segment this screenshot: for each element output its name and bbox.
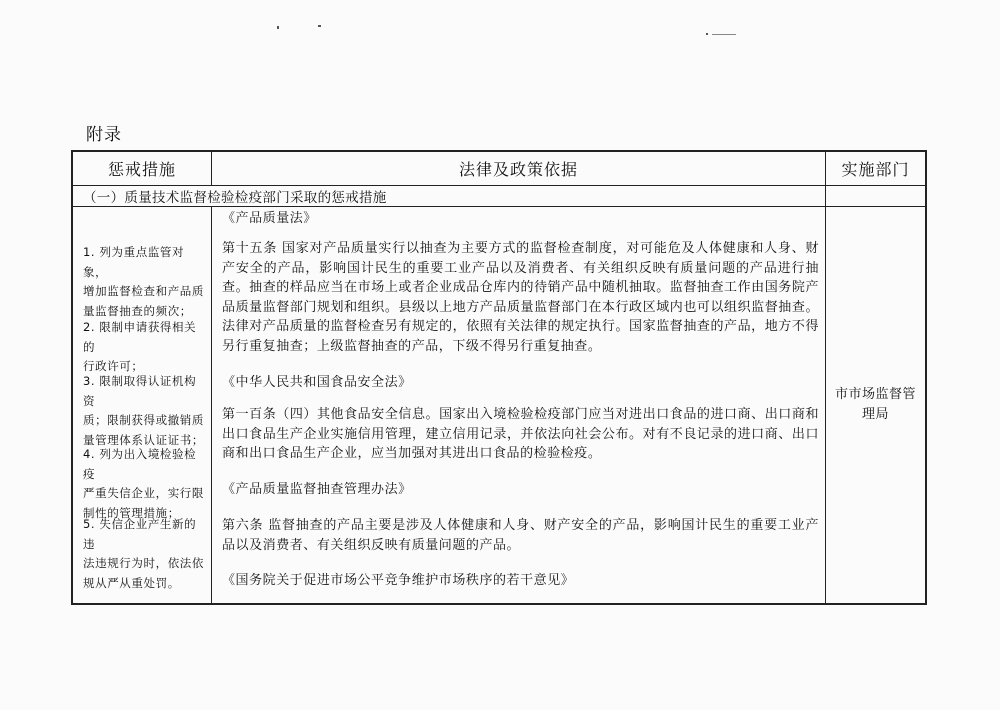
section-title: （一）质量技术监督检验检疫部门采取的惩戒措施 [83,190,387,206]
header-department: 实施部门 [841,160,910,179]
department-cell [826,207,925,605]
law-article: 第一百条（四）其他食品安全信息。国家出入境检验检疫部门应当对进出口食品的进口商、出口商和出口食品生产企业实施信用管理，建立信用记录，并依法向社会公布。对有不良记录的进口商、出口商和出口食品生产企业，应当加强对其进出口食品的检验检疫。 [222,407,819,462]
measure-item: 5. 失信企业产生新的违 法违规行为时，依法依 规从严从重处罚。 [83,517,204,590]
measure-item: 3. 限制取得认证机构资 质；限制获得或撤销质 量管理体系认证证书； [83,374,204,447]
header-measures: 惩戒措施 [107,160,176,179]
scan-mark [712,34,736,35]
law-article: 第六条 监督抽查的产品主要是涉及人体健康和人身、财产安全的产品，影响国计民生的重要工业产品以及消费者、有关组织反映有质量问题的产品。 [222,518,819,553]
measure-item: 2. 限制申请获得相关的 行政许可； [83,320,197,373]
law-article: 第十五条 国家对产品质量实行以抽查为主要方式的监督检查制度，对可能危及人体健康和人身、财产安全的产品，影响国计民生的重要工业产品以及消费者、有关组织反映有质量问题的产品进行抽查。抽查的样品应当在市场上或者企业成品仓库内的待销产品中随机抽取。监督抽查工作由国务院产品质量监督部门规划和组织。县级以上地方产品质量监督部门在本行政区域内也可以组织监督抽查。法律对产品质量的监督检查另有规定的，依照有关法律的规定执行。国家监督抽查的产品，地方不得另行重复抽查；上级监督抽查的产品，下级不得另行重复抽查。 [222,241,819,354]
basis-cell [212,207,825,605]
measure-item: 1. 列为重点监管对象， 增加监督检查和产品质 量监督抽查的频次； [83,245,204,318]
header-basis: 法律及政策依据 [458,160,578,179]
scan-mark [706,33,708,35]
measures-cell [73,207,211,605]
measure-item: 4. 列为出入境检验检疫 严重失信企业，实行限 制性的管理措施； [83,447,204,520]
department-name: 市市场监督管 理局 [834,387,916,422]
law-title: 《中华人民共和国食品安全法》 [222,375,412,390]
scan-mark [318,25,321,27]
measures-table [71,150,927,605]
law-title: 《产品质量法》 [222,211,317,226]
appendix-title: 附录 [86,125,122,145]
law-title: 《国务院关于促进市场公平竞争维护市场秩序的若干意见》 [222,573,575,588]
law-title: 《产品质量监督抽查管理办法》 [222,482,412,497]
scan-mark [277,26,279,29]
